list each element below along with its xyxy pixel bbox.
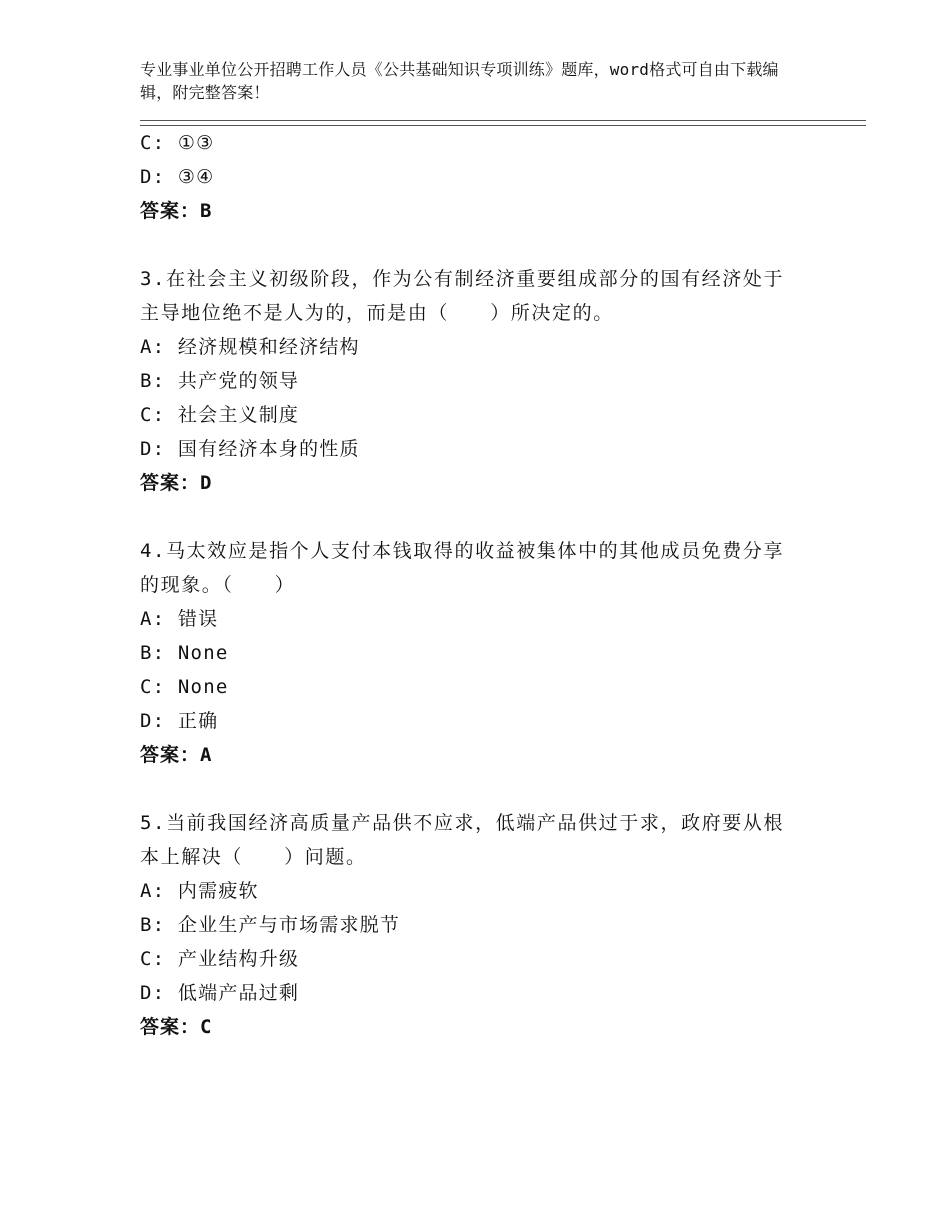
option-key: C: (140, 948, 166, 970)
option-text: 国有经济本身的性质 (177, 438, 360, 460)
option-key: A: (140, 880, 166, 902)
option-text: 企业生产与市场需求脱节 (177, 914, 401, 936)
option-text: 共产党的领导 (177, 370, 300, 392)
answer-line: 答案：D (140, 472, 213, 494)
option-text: 正确 (177, 710, 219, 732)
previous-question-tail (140, 126, 800, 228)
option-key: A: (140, 336, 166, 358)
option-c (140, 126, 800, 160)
option-a (140, 874, 800, 908)
option-text: None (177, 642, 229, 664)
question-text: 4.马太效应是指个人支付本钱取得的收益被集体中的其他成员免费分享的现象。（ ） (140, 540, 785, 596)
question-text: 3.在社会主义初级阶段，作为公有制经济重要组成部分的国有经济处于主导地位绝不是人为的，而是由（ ）所决定的。 (140, 268, 785, 324)
option-text: None (177, 676, 229, 698)
option-key: B: (140, 370, 166, 392)
question-3 (140, 262, 800, 500)
option-text: 错误 (177, 608, 219, 630)
option-text: 低端产品过剩 (177, 982, 300, 1004)
page-header: 专业事业单位公开招聘工作人员《公共基础知识专项训练》题库，word格式可自由下载编辑，附完整答案！ (140, 60, 779, 102)
option-key: D: (140, 710, 166, 732)
option-d (140, 160, 800, 194)
option-b (140, 908, 800, 942)
option-b (140, 364, 800, 398)
option-key: A: (140, 608, 166, 630)
option-key: C: (140, 676, 166, 698)
option-c (140, 398, 800, 432)
option-key: D: (140, 982, 166, 1004)
option-a (140, 602, 800, 636)
option-c (140, 670, 800, 704)
answer-line: 答案：A (140, 744, 213, 766)
option-key: C: (140, 132, 166, 154)
option-d (140, 432, 800, 466)
option-text: ③④ (177, 166, 215, 188)
option-c (140, 942, 800, 976)
question-content (140, 126, 800, 1044)
option-text: 社会主义制度 (177, 404, 300, 426)
option-key: C: (140, 404, 166, 426)
answer-line: 答案：C (140, 1016, 213, 1038)
option-key: D: (140, 166, 166, 188)
question-5 (140, 806, 800, 1044)
option-text: 内需疲软 (177, 880, 259, 902)
question-4 (140, 534, 800, 772)
option-key: B: (140, 914, 166, 936)
option-key: B: (140, 642, 166, 664)
option-b (140, 636, 800, 670)
option-d (140, 976, 800, 1010)
option-text: 经济规模和经济结构 (177, 336, 360, 358)
option-d (140, 704, 800, 738)
option-text: ①③ (177, 132, 215, 154)
option-key: D: (140, 438, 166, 460)
option-a (140, 330, 800, 364)
answer-line: 答案：B (140, 200, 213, 222)
question-text: 5.当前我国经济高质量产品供不应求，低端产品供过于求，政府要从根本上解决（ ）问题。 (140, 812, 785, 868)
option-text: 产业结构升级 (177, 948, 300, 970)
